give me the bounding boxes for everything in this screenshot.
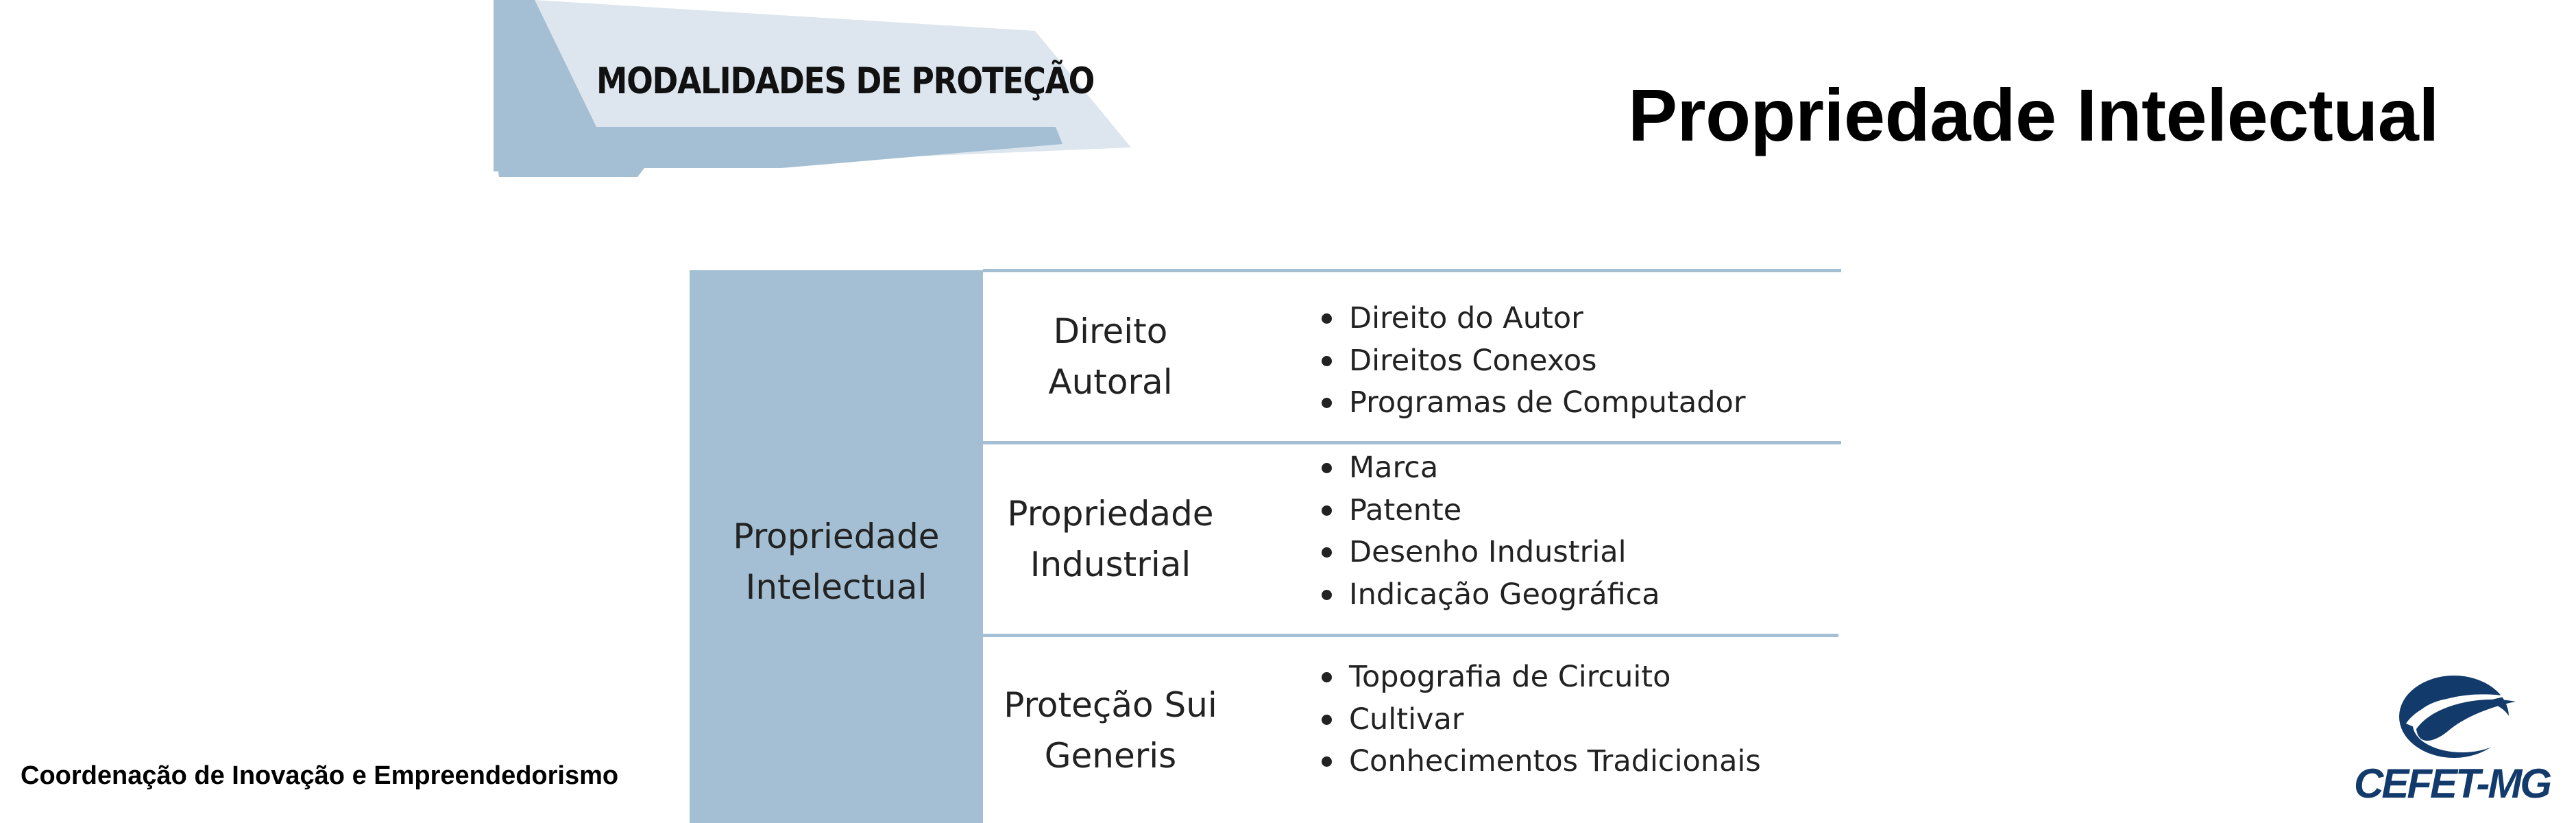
list-item: Direitos Conexos [1319, 340, 1746, 383]
category-propriedade-industrial [983, 444, 1238, 634]
category-items-list [1319, 447, 1660, 616]
list-item: Cultivar [1319, 699, 1761, 741]
list-item: Conhecimentos Tradicionais [1319, 741, 1761, 783]
divider [983, 634, 1838, 637]
section-banner [494, 0, 1138, 178]
category-label: Proteção Sui Generis [1004, 685, 1217, 776]
page-title: Propriedade Intelectual [1628, 73, 2439, 156]
footer-department: Coordenação de Inovação e Empreendedorismo [21, 761, 619, 790]
category-items-list [1319, 298, 1746, 425]
root-box [690, 270, 983, 823]
list-item: Topografia de Circuito [1319, 656, 1761, 699]
list-item: Patente [1319, 490, 1660, 532]
category-label: Direito Autoral [1048, 311, 1173, 402]
list-item: Desenho Industrial [1319, 532, 1660, 574]
category-direito-autoral [983, 272, 1238, 441]
logo-text: CEFET-MG [2354, 761, 2550, 807]
category-label: Propriedade Industrial [1007, 494, 1214, 584]
category-items-list [1319, 656, 1761, 783]
list-item: Marca [1319, 447, 1660, 490]
protection-modalities-diagram [690, 267, 1837, 823]
list-item: Programas de Computador [1319, 382, 1746, 425]
category-protecao-sui-generis [983, 638, 1238, 823]
banner-title: MODALIDADES DE PROTEÇÃO [596, 60, 1095, 102]
list-item: Direito do Autor [1319, 298, 1746, 340]
root-label: Propriedade Intelectual [733, 516, 940, 607]
list-item: Indicação Geográfica [1319, 574, 1660, 617]
